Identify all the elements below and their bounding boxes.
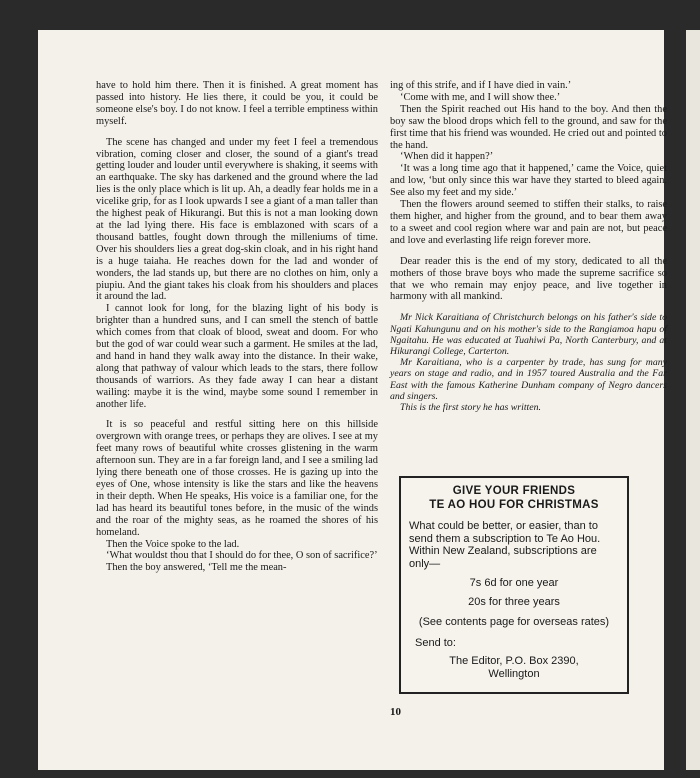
facing-page-edge bbox=[686, 30, 700, 770]
ad-body: What could be better, or easier, than to send them a subscription to Te Ao Hou. Within New Zealand, subscriptions are only— bbox=[409, 520, 601, 570]
ad-price: 20s for three years bbox=[468, 595, 560, 608]
bio-paragraph: Mr Nick Karaitiana of Christchurch belongs on his father's side to Ngati Kahungunu and on his mother's side to the Rangiamoa hapu of Ngaitahu. He was educated at Tuahiwi Pa, North Canterbury, and at Hikurangi College, Carterton. bbox=[390, 312, 667, 357]
paragraph: Then the Voice spoke to the lad. bbox=[106, 538, 240, 550]
paragraph: Then the Spirit reached out His hand to the boy. And then the boy saw the blood drops which fell to the ground, and saw for the first time that his friend was wounded. He cried out and pointed to the hand. bbox=[390, 103, 667, 151]
paragraph: I cannot look for long, for the blazing light of his body is brighter than a hundred suns, and I can smell the stench of battle which comes from that cloak of blood, sweat and doom. For who but the god of war could wear such a garment. He smiles at the lad, and hand in hand they walk away into the distance. In their wake, along that pathway of valour which leads to the stars, there follow thousands of warriors. As they fade away I can hear a distant wailing: maybe it is the wind, maybe some sound I remember in another life. bbox=[96, 303, 378, 410]
page-number: 10 bbox=[390, 706, 401, 718]
left-column bbox=[96, 80, 378, 574]
ad-address: The Editor, P.O. Box 2390, bbox=[449, 655, 579, 667]
right-column bbox=[390, 80, 667, 413]
paragraph: ‘Come with me, and I will show thee.’ bbox=[400, 91, 561, 103]
ad-headline: GIVE YOUR FRIENDS bbox=[452, 485, 576, 497]
paragraph: Dear reader this is the end of my story, dedicated to all the mothers of those brave boys who made the supreme sacrifice so that we who remain may enjoy peace, and live together in harmony with all mankind. bbox=[390, 255, 667, 303]
bio-paragraph: Mr Karaitiana, who is a carpenter by trade, has sung for many years on stage and radio, and in 1957 toured Australia and the Far East with the famous Katherine Dunham company of Negro dancers and singers. bbox=[390, 357, 667, 402]
paragraph: Then the flowers around seemed to stiffen their stalks, to raise them higher, and higher from the ground, and to bear them away to a sweet and cool region where war and pain are not, but peace and love and everlasting life reign forever more. bbox=[390, 199, 667, 246]
ad-overseas-note: (See contents page for overseas rates) bbox=[418, 616, 610, 628]
ad-price: 7s 6d for one year bbox=[469, 577, 559, 589]
ad-address: Wellington bbox=[488, 667, 540, 680]
author-bio bbox=[390, 312, 667, 413]
paragraph: Then the boy answered, ‘Tell me the mean- bbox=[106, 562, 287, 574]
paragraph: ‘It was a long time ago that it happened,’ came the Voice, quiet and low, ‘but only since this war have they started to bleed again. See also my feet and my side.’ bbox=[390, 163, 667, 199]
paragraph: ‘When did it happen?’ bbox=[400, 151, 494, 163]
paragraph: It is so peaceful and restful sitting here on this hillside overgrown with orange trees, or perhaps they are olives. I see at my feet many rows of beautiful white crosses glistening in the warm afternoon sun. They are in a far foreign land, and I see a smiling lad lying there beneath one of those crosses. He is gazing up into the eyes of One, whose intensity is like the stars and like the heavens in their depth. When He speaks, His voice is a familiar one, for the lad has heard its beautiful tones before, in the music of the winds and the roar of the mighty seas, as he roamed the shores of his homeland. bbox=[96, 419, 378, 538]
paragraph: ing of this strife, and if I have died in vain.’ bbox=[390, 80, 572, 91]
bio-paragraph: This is the first story he has written. bbox=[400, 401, 541, 413]
paragraph: The scene has changed and under my feet I feel a tremendous vibration, coming closer and closer, the sound of a giant's tread getting louder and louder until everywhere is shaking, it seems with an earthquake. The sky has darkened and the ground where the lad lies is the only place which is lit up. Ah, a deadly fear holds me in a vicelike grip, for as I look upwards I see a giant of a man taller than the highest peak of Hikurangi. But this is not a man looking down at the lad lying there. His face is emblazoned with scars of a thousand battles, fought down through the milleniums of time. Over his shoulders lies a great dog-skin cloak, and in his right hand is a huge taiaha. He reaches down for the lad and wonder of wonders, the lad stands up, but there are no clothes on him, only a piupiu. And the giant takes his cloak from his shoulders and places it around the lad. bbox=[96, 136, 378, 303]
subscription-ad-box bbox=[399, 476, 629, 694]
ad-send-to: Send to: bbox=[415, 636, 456, 649]
ad-headline: TE AO HOU FOR CHRISTMAS bbox=[429, 499, 599, 511]
paragraph: ‘What wouldst thou that I should do for thee, O son of sacrifice?’ bbox=[106, 550, 378, 562]
paragraph: have to hold him there. Then it is finished. A great moment has passed into history. He lies there, it could be you, it could be someone else's boy. I do not know. I feel a terrible emptiness within myself. bbox=[96, 80, 378, 127]
